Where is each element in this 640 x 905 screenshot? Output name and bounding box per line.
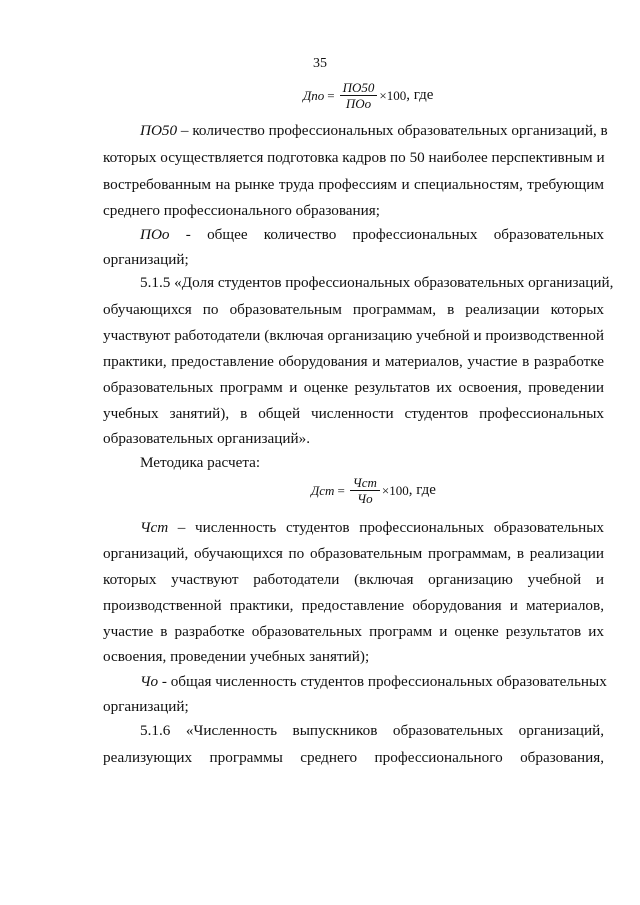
section-515-line3: участвуют работодатели (включая организацию учебной и производственной: [103, 327, 604, 344]
formula-fraction: [350, 475, 380, 506]
page-number: 35: [313, 56, 327, 71]
definition-chst-line4: производственной практики, предоставление оборудования и материалов,: [103, 597, 604, 614]
definition-cho-line2: организаций;: [103, 698, 189, 715]
definition-poo-line2: организаций;: [103, 251, 189, 268]
text: - общая численность студентов профессиональных образовательных: [158, 673, 607, 690]
section-515-line4: практики, предоставление оборудования и материалов, участие в разработке: [103, 353, 604, 370]
formula-lhs: Дст: [311, 482, 335, 498]
formula-denominator: ПОо: [345, 96, 372, 111]
definition-chst-line3: которых участвуют работодатели (включая организацию учебной и: [103, 571, 604, 588]
term-chst: Чст: [140, 519, 169, 536]
definition-chst-line2: организаций, обучающихся по образовательным программам, в реализации: [103, 545, 604, 562]
formula-eq: =: [327, 87, 335, 103]
formula-fraction: [340, 80, 378, 111]
text: – количество профессиональных образовательных организаций, в: [177, 122, 608, 139]
formula-tail: , где: [408, 482, 436, 498]
section-515-line6: учебных занятий), в общей численности студентов профессиональных: [103, 405, 604, 422]
formula-lhs: Дпо: [303, 87, 325, 103]
definition-po50-line3: востребованным на рынке труда профессиям и специальностям, требующим: [103, 176, 604, 193]
text: – численность студентов профессиональных образовательных: [168, 519, 604, 536]
formula-numerator: ПО50: [340, 80, 378, 96]
formula-tail: , где: [406, 87, 434, 103]
section-515-line5: образовательных программ и оценке результатов их освоения, проведении: [103, 379, 604, 396]
term-cho: Чо: [140, 673, 159, 690]
section-516-line1: 5.1.6 «Численность выпускников образовательных организаций,: [140, 722, 604, 739]
term-poo: ПОо: [140, 226, 170, 243]
term-po50: ПО50: [140, 122, 178, 139]
formula-denominator: Чо: [357, 491, 373, 506]
section-515-line2: обучающихся по образовательным программам, в реализации которых: [103, 301, 604, 318]
definition-cho-line1: [140, 672, 607, 692]
section-515-line7: образовательных организаций».: [103, 430, 311, 447]
method-heading: Методика расчета:: [140, 454, 261, 471]
text: - общее количество профессиональных образовательных: [169, 226, 604, 243]
formula-eq: =: [337, 482, 345, 498]
formula-dst: [311, 475, 436, 506]
formula-numerator: Чст: [350, 475, 380, 491]
definition-poo-line1: [140, 225, 604, 245]
definition-po50-line4: среднего профессионального образования;: [103, 202, 380, 219]
formula-multiplier: ×100: [379, 87, 407, 103]
definition-chst-line5: участие в разработке образовательных программ и оценке результатов их: [103, 623, 604, 640]
formula-multiplier: ×100: [381, 482, 409, 498]
section-515-line1: 5.1.5 «Доля студентов профессиональных образовательных организаций,: [140, 274, 614, 291]
definition-chst-line1: [140, 518, 604, 538]
definition-po50-line1: [140, 121, 608, 141]
definition-chst-line6: освоения, проведении учебных занятий);: [103, 648, 370, 665]
definition-po50-line2: которых осуществляется подготовка кадров по 50 наиболее перспективным и: [103, 149, 605, 166]
formula-dpo: [303, 80, 433, 111]
section-516-line2: реализующих программы среднего профессионального образования,: [103, 749, 604, 766]
